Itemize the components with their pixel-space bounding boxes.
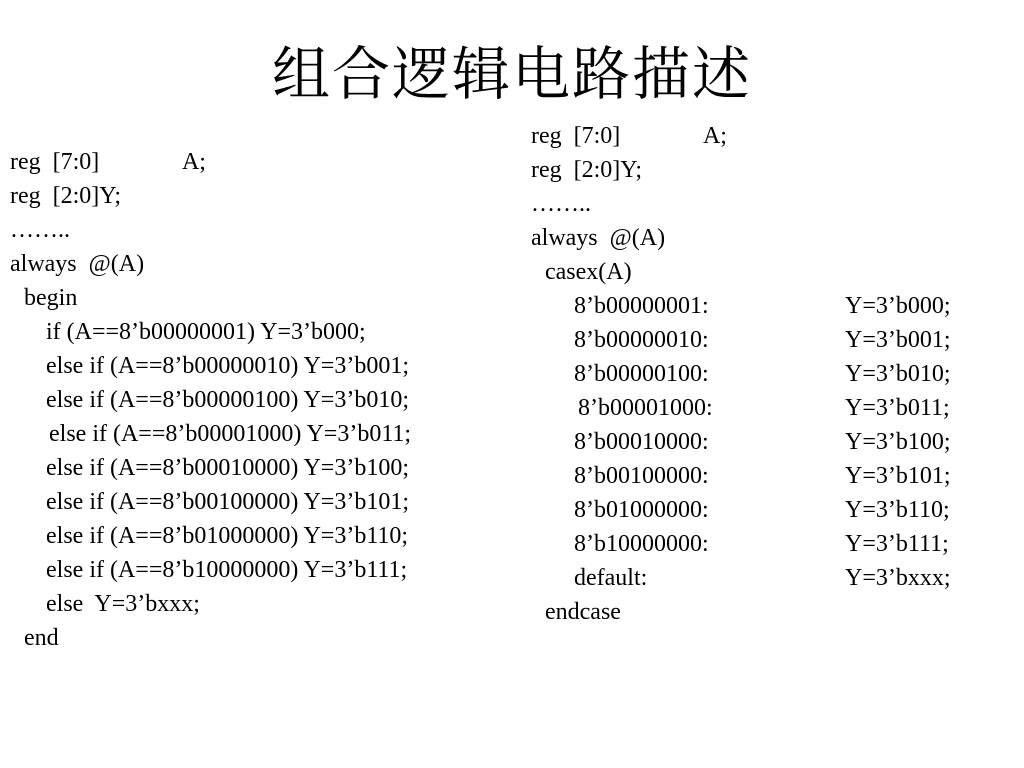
code-line-else-if: else if (A==8’b00000010) Y=3’b001;	[46, 353, 409, 379]
case-default-value: Y=3’bxxx;	[845, 565, 951, 591]
case-label: 8’b10000000:	[574, 531, 709, 557]
code-line-reg-a: reg [7:0] A;	[531, 123, 727, 149]
case-label: 8’b00100000:	[574, 463, 709, 489]
case-label: 8’b00000001:	[574, 293, 709, 319]
case-label: 8’b00001000:	[578, 395, 713, 421]
case-label: 8’b00000100:	[574, 361, 709, 387]
case-value: Y=3’b110;	[845, 497, 950, 523]
case-value: Y=3’b011;	[845, 395, 950, 421]
case-value: Y=3’b101;	[845, 463, 951, 489]
code-line-begin: begin	[24, 285, 78, 311]
code-line-else: else Y=3’bxxx;	[46, 591, 200, 617]
case-value: Y=3’b100;	[845, 429, 951, 455]
code-line-reg-a: reg [7:0] A;	[10, 149, 206, 175]
case-value: Y=3’b010;	[845, 361, 951, 387]
case-label: 8’b00000010:	[574, 327, 709, 353]
code-line-always: always @(A)	[10, 251, 145, 277]
code-line-reg-y: reg [2:0]Y;	[10, 183, 122, 209]
code-line-else-if: else if (A==8’b10000000) Y=3’b111;	[46, 557, 408, 583]
page-title: 组合逻辑电路描述	[271, 40, 752, 108]
case-value: Y=3’b000;	[845, 293, 951, 319]
case-value: Y=3’b001;	[845, 327, 951, 353]
case-label: 8’b00010000:	[574, 429, 709, 455]
code-line-else-if: else if (A==8’b00010000) Y=3’b100;	[46, 455, 409, 481]
code-line-else-if: else if (A==8’b00000100) Y=3’b010;	[46, 387, 409, 413]
case-value: Y=3’b111;	[845, 531, 949, 557]
code-line-end: end	[24, 625, 59, 651]
code-line-else-if: else if (A==8’b00100000) Y=3’b101;	[46, 489, 409, 515]
code-line-casex: casex(A)	[545, 259, 632, 285]
code-line-else-if: else if (A==8’b00001000) Y=3’b011;	[49, 421, 412, 447]
code-line-ellipsis: ……..	[531, 191, 591, 217]
case-default-label: default:	[574, 565, 648, 591]
code-line-always: always @(A)	[531, 225, 666, 251]
code-line-reg-y: reg [2:0]Y;	[531, 157, 643, 183]
code-line-ellipsis: ……..	[10, 217, 70, 243]
code-line-if: if (A==8’b00000001) Y=3’b000;	[46, 319, 366, 345]
case-label: 8’b01000000:	[574, 497, 709, 523]
code-line-else-if: else if (A==8’b01000000) Y=3’b110;	[46, 523, 409, 549]
code-line-endcase: endcase	[545, 599, 621, 625]
